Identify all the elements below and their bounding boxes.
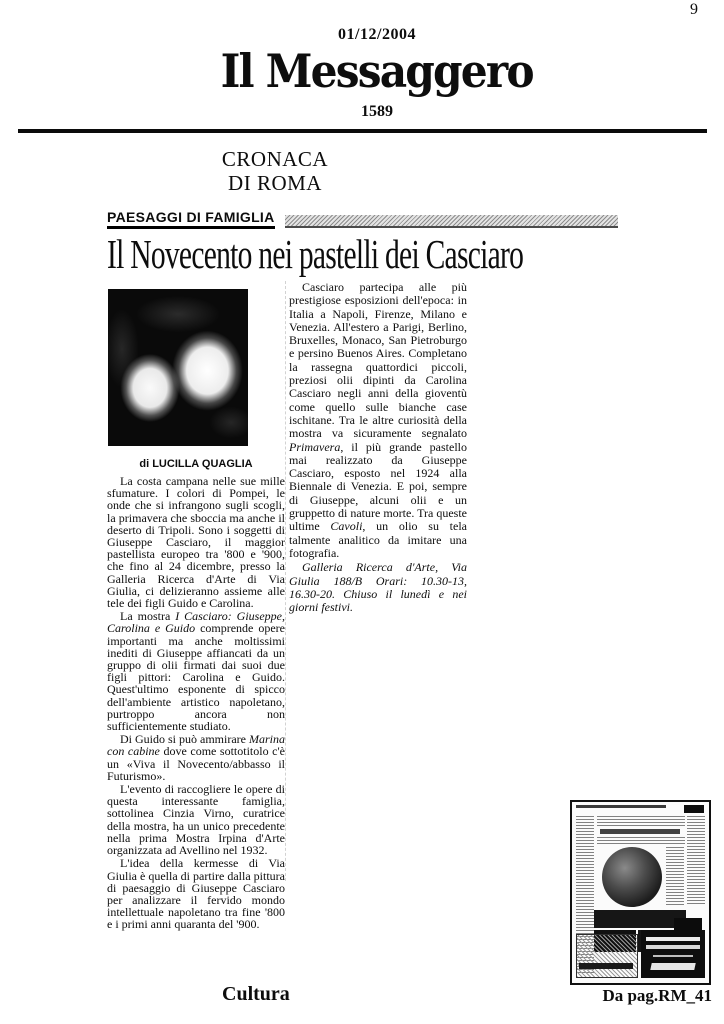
kicker-pattern-bar xyxy=(285,215,618,228)
thumb-decor-ad-left-band xyxy=(579,963,633,969)
article-photo xyxy=(108,289,248,446)
article-headline: Il Novecento nei pastelli dei Casciaro xyxy=(107,231,524,277)
page-number: 9 xyxy=(690,1,698,18)
thumb-decor-text-band xyxy=(597,816,685,826)
thumb-decor-photo-block1 xyxy=(594,910,686,928)
footer-section-label: Cultura xyxy=(222,983,290,1005)
article-column-right xyxy=(289,281,467,615)
section-header-line1: CRONACA xyxy=(221,147,329,171)
article-headline-wrap xyxy=(107,233,618,277)
clipping-header xyxy=(30,26,724,121)
article-paragraph: La mostra I Casciaro: Giuseppe, Carolina e Guido comprende opere importanti ma anche moltissimi inediti di Giuseppe affiancati da un gruppo di olii firmati dai suoi due figli pittori: Carolina e Guido. Quest'ultimo esponente di spicco dell'ambiente artistico napoletano, purtroppo ancora non sufficientemente studiato. xyxy=(107,609,285,734)
thumb-decor-ad-left xyxy=(576,934,638,978)
thumb-decor-ad-line xyxy=(653,955,693,957)
article-paragraph: L'evento di raccogliere le opere di questa interessante famiglia, sottolinea Cinzia Virno, curatrice della mostra, ha un unico precedente nella prima Mostra Irpina d'Arte organizzata ad Avellino nel 1932. xyxy=(107,782,285,858)
thumb-decor-topbar xyxy=(576,805,666,808)
article-paragraph: L'idea della kermesse di Via Giulia è quella di partire dalla pittura di paesaggio di Giuseppe Casciaro per analizzare il fervido mondo intellettuale napoletano tra fine '800 e i primi anni quaranta del '900. xyxy=(107,856,285,932)
section-header-line2: DI ROMA xyxy=(228,171,322,195)
section-header xyxy=(165,147,385,195)
article-paragraph: Casciaro partecipa alle più prestigiose esposizioni dell'epoca: in Italia a Napoli, Firenze, Milano e Venezia. All'estero a Parigi, Berlino, Bruxelles, Monaco, San Pietroburgo e persino Buenos Aires. Completano la rassegna quattordici piccoli, preziosi olii dipinti da Carolina Casciaro negli anni della gioventù come quello sulle bianche case ischitane. Tra le altre curiosità della mostra va sicuramente segnalato Primavera, il più grande pastello mai realizzato da Giuseppe Casciaro, esposto nel 1924 alla Biennale di Venezia. E poi, sempre di Giuseppe, alcuni olii e un gruppetto di nature morte. Tra queste ultime Cavoli, un olio su tela talmente analitico da imitare una fotografia. xyxy=(289,280,467,560)
article-column-left xyxy=(107,475,285,932)
article-kicker: PAESAGGI DI FAMIGLIA xyxy=(107,209,275,229)
kicker-row xyxy=(107,211,618,229)
issue-date: 01/12/2004 xyxy=(338,26,416,43)
article-paragraph: Galleria Ricerca d'Arte, Via Giulia 188/B Orari: 10.30-13, 16.30-20. Chiuso il lunedì e nei giorni festivi. xyxy=(289,560,467,615)
thumb-decor-text-column-right xyxy=(687,816,705,904)
thumb-decor-ad-line xyxy=(650,963,695,970)
article xyxy=(107,209,618,932)
thumb-decor-ad-right xyxy=(641,930,705,978)
thumb-decor-ad-line xyxy=(646,945,700,949)
thumb-decor-circular-photo xyxy=(602,847,662,907)
column-divider xyxy=(285,281,286,881)
source-page-caption: Da pag.RM_41 xyxy=(602,986,712,1005)
article-paragraph: Di Guido si può ammirare Marina con cabine dove come sottotitolo c'è un «Viva il Novecento/abbasso il Futurismo». xyxy=(107,732,285,783)
thumb-decor-text-band2 xyxy=(597,837,685,845)
header-divider-rule xyxy=(18,129,707,133)
edition-number: 1589 xyxy=(361,103,393,120)
thumb-decor-text-column-mid xyxy=(666,847,684,905)
article-paragraph: La costa campana nelle sue mille sfumature. I colori di Pompei, le onde che si infrangono sugli scogli, la primavera che sboccia ma anche il deserto di Tripoli. Sono i soggetti di Giuseppe Casciaro, il maggior pastellista europeo tra '800 e '900, che fino al 24 dicembre, presso la Galleria Ricerca d'Arte di Via Giulia, ci delizieranno assieme alle tele dei figli Guido e Carolina. xyxy=(107,474,285,611)
newspaper-masthead: Il Messaggero xyxy=(220,44,534,98)
masthead-wrap xyxy=(30,45,724,99)
thumb-decor-blackbox xyxy=(684,805,704,813)
thumb-decor-headline xyxy=(600,829,680,834)
article-byline: di LUCILLA QUAGLIA xyxy=(139,458,253,470)
source-page-thumbnail xyxy=(570,800,711,985)
thumb-decor-ad-line xyxy=(646,937,700,941)
